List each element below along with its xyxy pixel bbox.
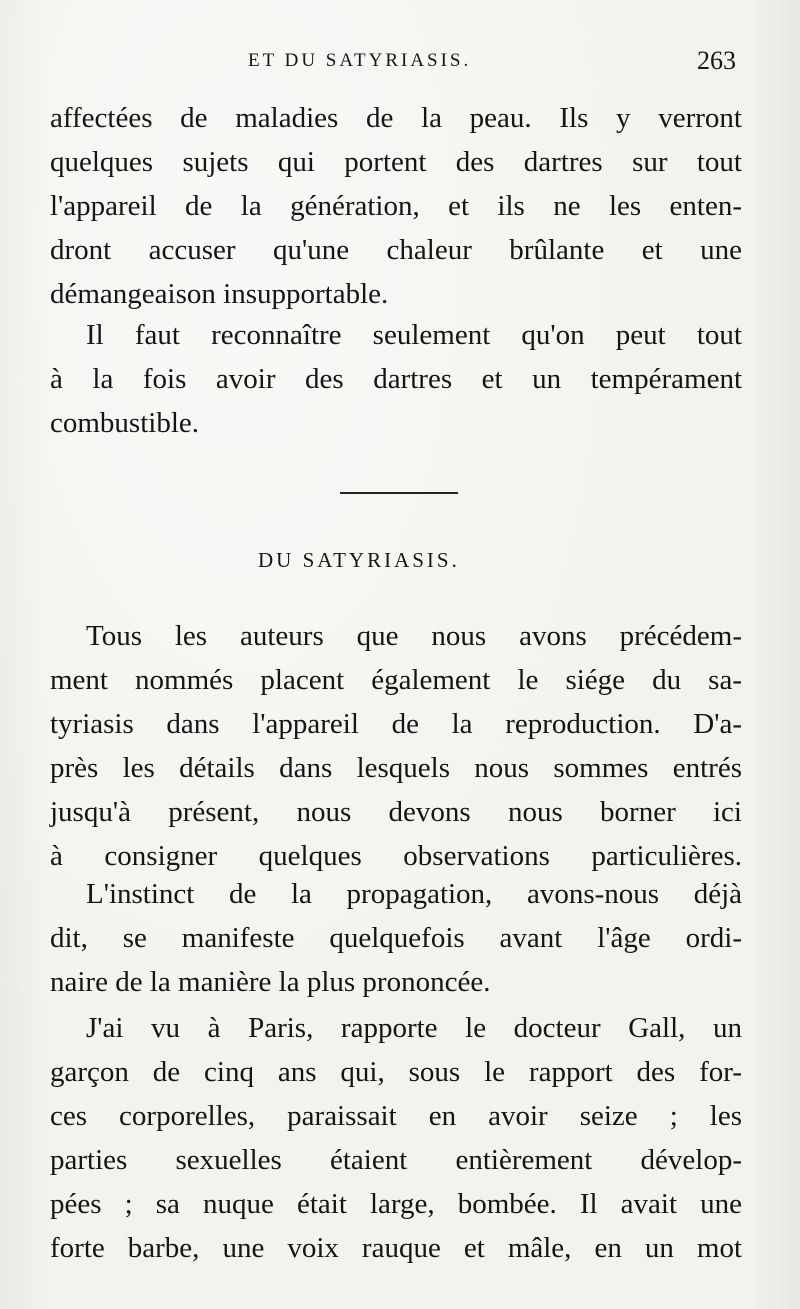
page-number: 263 — [697, 46, 736, 75]
text-line: combustible. — [50, 407, 200, 439]
text-line: l'appareil de la génération, et ils ne les enten- — [50, 190, 742, 222]
paragraph — [50, 614, 742, 878]
text-line: ces corporelles, paraissait en avoir seize ; les — [50, 1100, 742, 1132]
text-line: démangeaison insupportable. — [50, 278, 389, 310]
text-line: J'ai vu à Paris, rapporte le docteur Gall, un — [86, 1012, 742, 1044]
text-line: forte barbe, une voix rauque et mâle, en un mot — [50, 1232, 742, 1264]
text-line: garçon de cinq ans qui, sous le rapport des for- — [50, 1056, 742, 1088]
running-head — [48, 46, 740, 82]
text-line: dront accuser qu'une chaleur brûlante et une — [50, 234, 742, 266]
text-line: parties sexuelles étaient entièrement dévelop- — [50, 1144, 742, 1176]
text-line: à consigner quelques observations particulières. — [50, 840, 742, 872]
text-line: L'instinct de la propagation, avons-nous déjà — [86, 878, 742, 910]
text-line: près les détails dans lesquels nous sommes entrés — [50, 752, 742, 784]
text-line: affectées de maladies de la peau. Ils y verront — [50, 102, 742, 134]
text-line: naire de la manière la plus prononcée. — [50, 966, 491, 998]
text-line: jusqu'à présent, nous devons nous borner ici — [50, 796, 742, 828]
text-line: quelques sujets qui portent des dartres sur tout — [50, 146, 742, 178]
text-line: Il faut reconnaître seulement qu'on peut tout — [86, 319, 742, 351]
section-divider — [340, 492, 458, 494]
paragraph — [50, 313, 742, 445]
paragraph — [50, 872, 742, 1004]
text-line: tyriasis dans l'appareil de la reproduction. D'a- — [50, 708, 742, 740]
text-line: pées ; sa nuque était large, bombée. Il avait une — [50, 1188, 742, 1220]
paragraph — [50, 1006, 742, 1270]
running-title: ET DU SATYRIASIS. — [248, 50, 472, 71]
text-line: Tous les auteurs que nous avons précédem- — [86, 620, 742, 652]
paragraph-continuation — [50, 96, 742, 316]
text-line: ment nommés placent également le siége du sa- — [50, 664, 742, 696]
text-line: dit, se manifeste quelquefois avant l'âge ordi- — [50, 922, 742, 954]
text-line: à la fois avoir des dartres et un tempérament — [50, 363, 742, 395]
section-heading: DU SATYRIASIS. — [258, 548, 460, 572]
